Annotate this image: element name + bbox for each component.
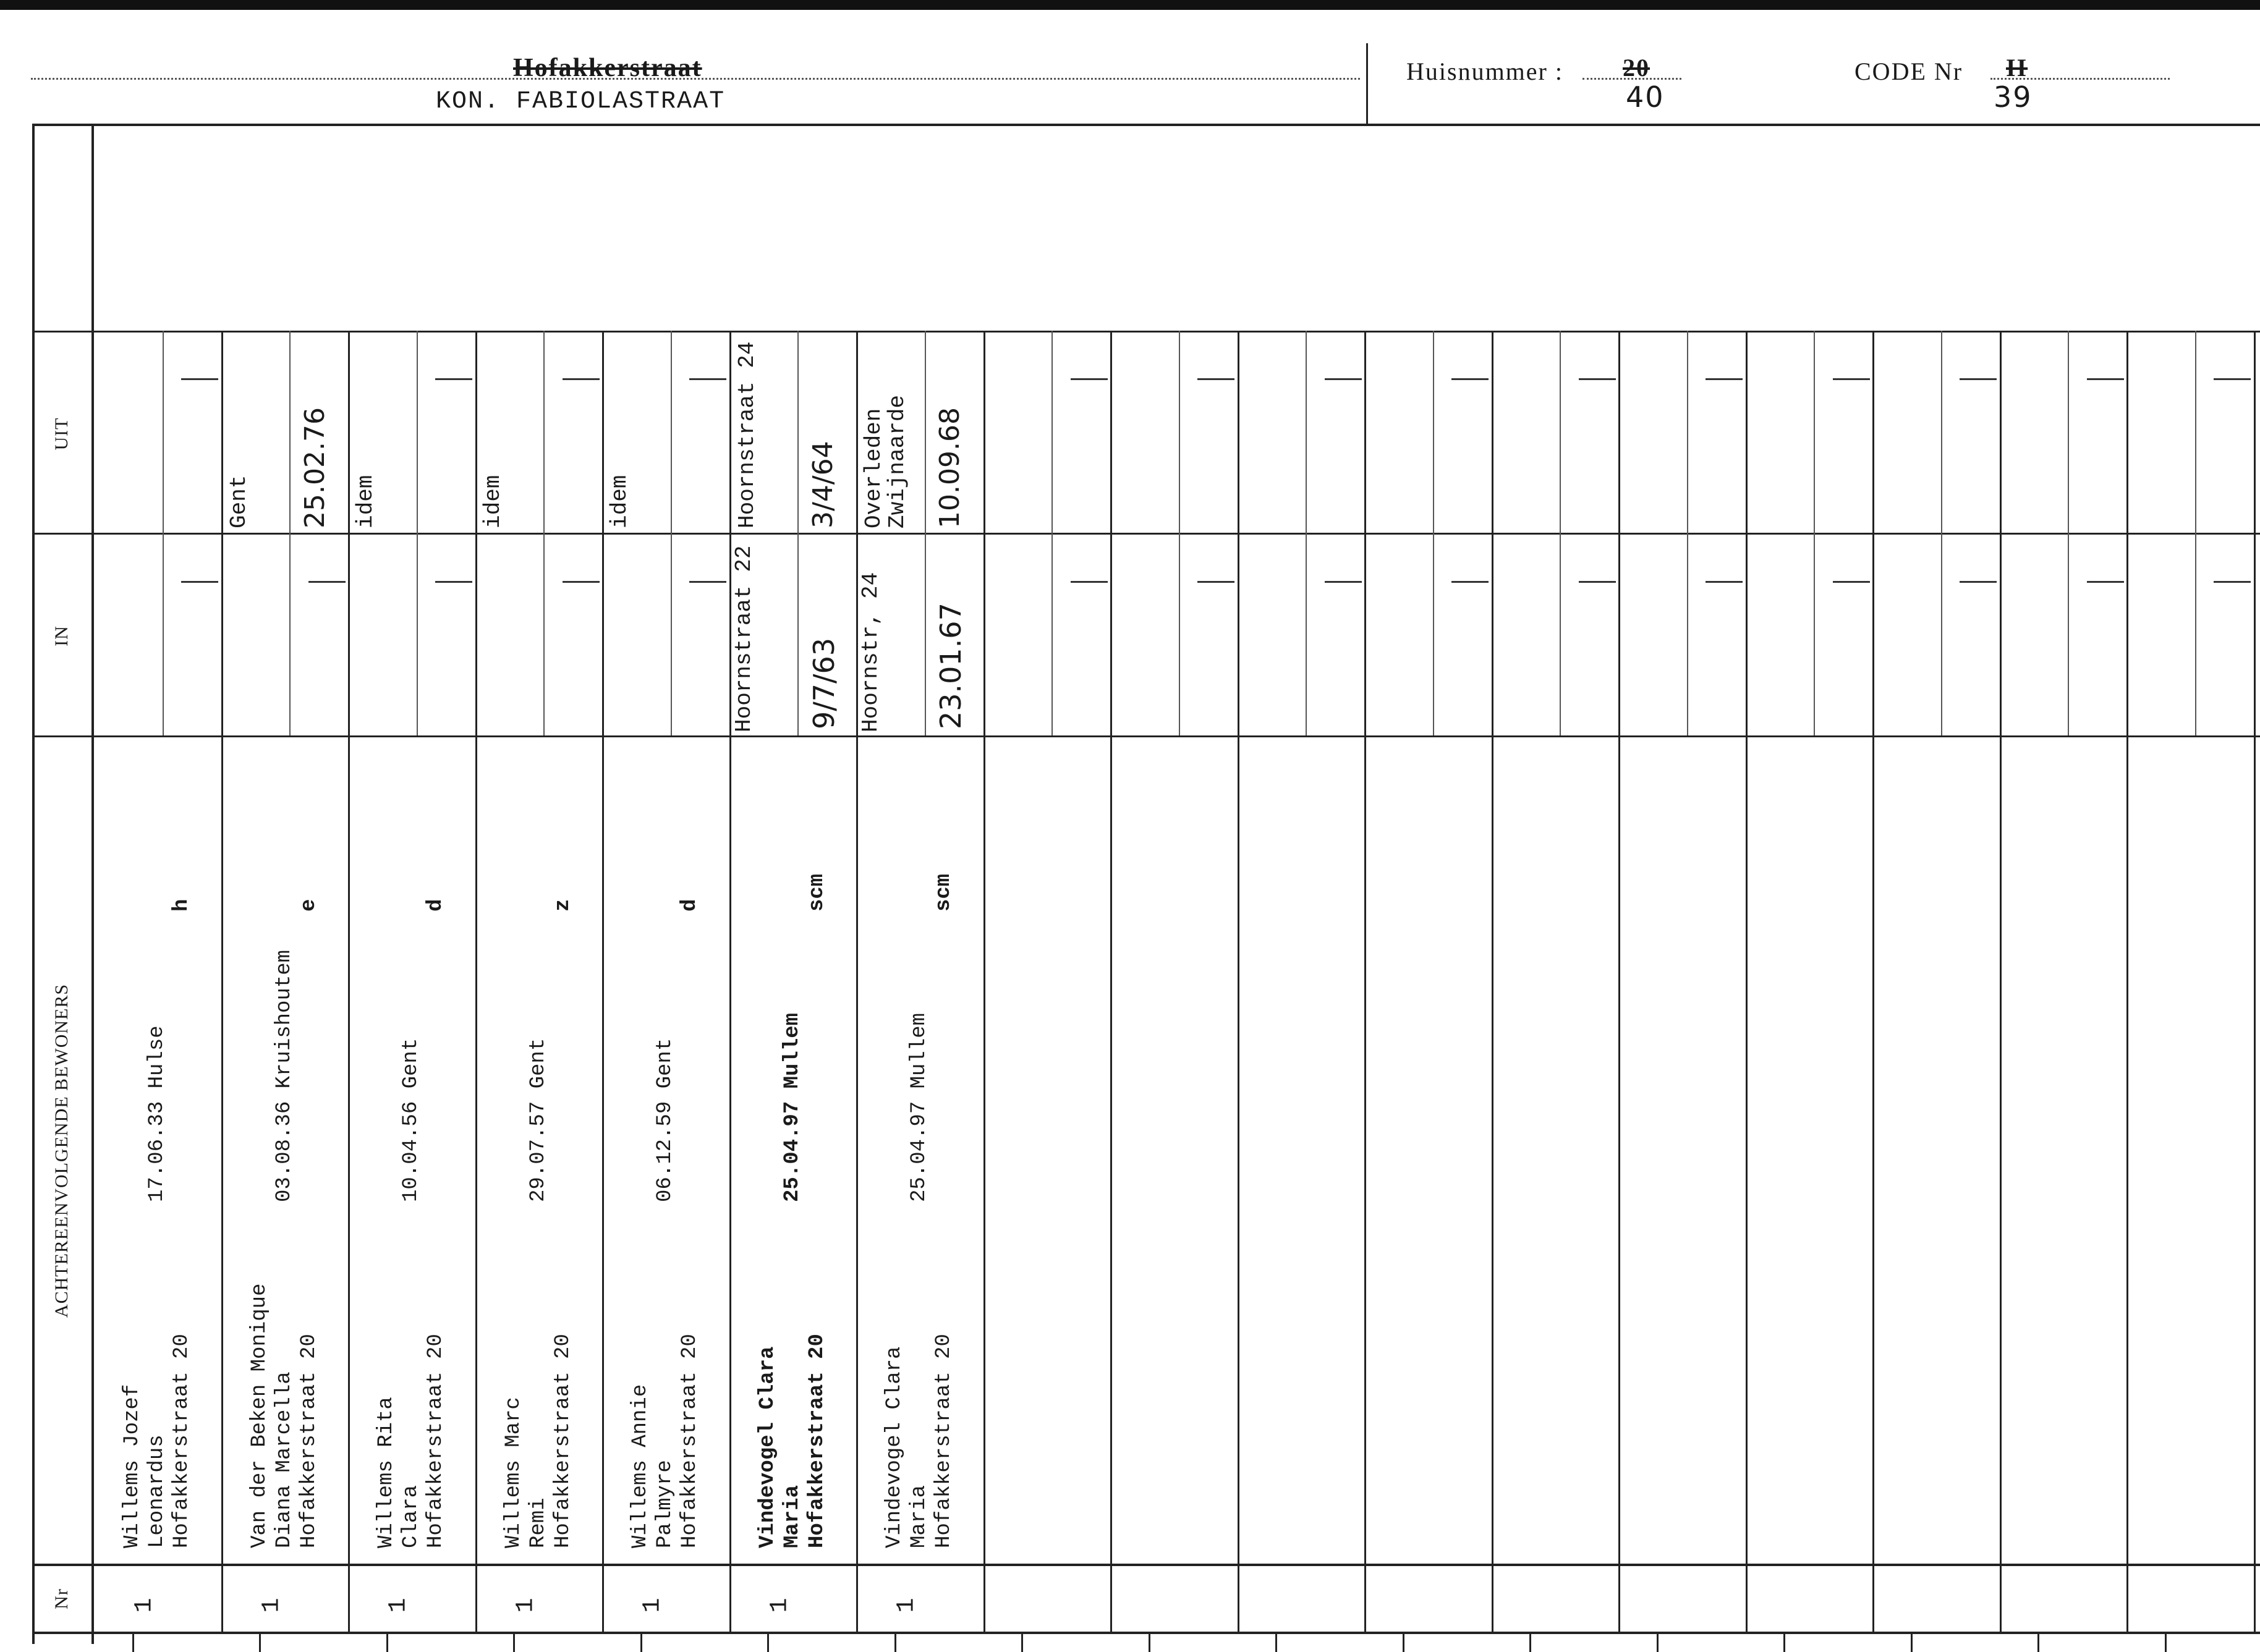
bottom-tick [2165,1632,2167,1652]
column-border [856,331,858,1632]
column-border [602,331,604,1632]
uit-date: 25.02.76 [299,407,331,528]
in-date: 9/7/63 [807,637,841,729]
in-date-dash [308,581,346,583]
bottom-tick [640,1632,642,1652]
resident-address: Hofakkerstraat 20 [170,1334,193,1548]
column-border [1364,331,1366,1632]
sub-column-border [2195,331,2196,735]
section-label-in: IN [51,625,72,646]
bottom-tick [767,1632,769,1652]
code-dotted-line [1990,78,2170,80]
sub-column-border [163,331,164,735]
uit-date: 3/4/64 [807,441,839,528]
resident-address: Hofakkerstraat 20 [424,1334,448,1548]
resident-name-line2 [653,837,678,1548]
uit-empty-dash [1706,378,1743,380]
uit-place: Overleden Zwijnaarde [861,394,910,528]
house-dotted-line [1582,78,1681,80]
column-border [475,331,477,1632]
code-new: 39 [1994,80,2033,114]
grid-bottom-line [32,1632,2260,1634]
sub-column-border [1941,331,1942,735]
in-date-dash [563,581,600,583]
resident-name: Vindevogel Clara [883,1346,906,1548]
uit-empty-dash [1197,378,1234,380]
resident-entry [120,837,194,1548]
grid-left-border [32,124,35,1644]
resident-name-line2 [780,837,805,1548]
in-empty-dash [1451,581,1489,583]
column-border [729,331,731,1632]
resident-address-line [932,837,956,1548]
uit-empty-dash [2214,378,2251,380]
sub-column-border [289,331,291,735]
resident-entry [374,837,448,1548]
entry-number: 1 [639,1598,667,1613]
resident-given-names: Maria [781,1485,804,1548]
resident-given-names: Palmyre [653,1460,677,1548]
bewoners-top-line [32,735,2260,737]
resident-birth: 25.04.97 Mullem [781,1012,804,1202]
section-label-bewoners: ACHTEREENVOLGENDE BEWONERS [51,983,72,1318]
sub-column-border [1560,331,1561,735]
resident-birth: 25.04.97 Mullem [907,1012,931,1202]
uit-date-dash [181,378,218,380]
bottom-tick [1657,1632,1659,1652]
resident-status: d [424,899,448,912]
in-empty-dash [1071,581,1108,583]
resident-name: Willems Annie [629,1384,652,1548]
resident-entry [628,837,702,1548]
uit-place: idem [607,475,632,528]
uit-date-dash [435,378,472,380]
house-number-old: 20 [1623,54,1650,82]
sub-column-border [1433,331,1434,735]
uit-place: Gent [226,475,252,528]
bottom-tick [513,1632,515,1652]
entry-number: 1 [766,1598,794,1613]
resident-address-line [169,837,194,1548]
resident-status: e [297,899,321,912]
column-border [1618,331,1620,1632]
resident-address: Hofakkerstraat 20 [551,1334,575,1548]
resident-birth: 29.07.57 Gent [527,1038,550,1202]
entry-number: 1 [893,1598,921,1613]
sub-column-border [1814,331,1815,735]
bottom-tick [1403,1632,1404,1652]
uit-date-dash [689,378,726,380]
resident-address: Hofakkerstraat 20 [805,1334,829,1548]
in-date-dash [181,581,218,583]
column-border [1492,331,1493,1632]
sub-column-border [925,331,926,735]
column-border [348,331,350,1632]
in-top-line [32,533,2260,535]
in-place: Hoornstr, 24 [858,572,883,732]
resident-address-line [805,837,830,1548]
resident-name: Willems Jozef [121,1384,144,1548]
sub-column-border [2068,331,2069,735]
resident-name-line2 [272,837,297,1548]
resident-status: d [678,899,702,912]
resident-status: scm [932,873,956,912]
bottom-tick [1529,1632,1531,1652]
uit-date-dash [563,378,600,380]
house-number-new: 40 [1626,80,1665,114]
resident-name-line2 [399,837,423,1548]
sub-column-border [797,331,799,735]
resident-status: scm [805,873,829,912]
uit-empty-dash [1451,378,1489,380]
resident-address: Hofakkerstraat 20 [297,1334,321,1548]
scan-top-edge [0,0,2260,10]
bottom-tick [1911,1632,1913,1652]
sub-column-border [417,331,418,735]
sub-column-border [1179,331,1180,735]
resident-given-names: Diana Marcella [273,1371,296,1548]
resident-entry [247,837,321,1548]
in-empty-dash [1197,581,1234,583]
entry-number: 1 [130,1598,159,1613]
in-empty-dash [1579,581,1616,583]
in-empty-dash [1706,581,1743,583]
column-border [2000,331,2002,1632]
sub-column-border [543,331,545,735]
street-new: KON. FABIOLASTRAAT [436,88,726,116]
section-label-uit: UIT [51,417,72,451]
resident-address-line [423,837,448,1548]
resident-birth: 06.12.59 Gent [653,1038,677,1202]
bottom-tick [894,1632,896,1652]
resident-given-names: Clara [399,1485,423,1548]
uit-place: idem [480,475,506,528]
label-column-border [91,124,94,1644]
resident-name-line2 [526,837,551,1548]
resident-entry [501,837,576,1548]
resident-name-line2 [145,837,169,1548]
resident-entry [755,837,830,1548]
uit-place: Hoornstraat 24 [734,341,760,528]
in-date: 23.01.67 [933,603,967,729]
entry-number: 1 [384,1598,413,1613]
nr-top-line [32,1564,2260,1566]
resident-birth: 03.08.36 Kruishoutem [273,949,296,1202]
sub-column-border [1051,331,1053,735]
entry-number: 1 [258,1598,286,1613]
resident-name: Van der Beken Monique [248,1283,271,1548]
street-old: Hofakkerstraat [513,54,702,82]
resident-name: Willems Rita [375,1397,398,1548]
in-empty-dash [1833,581,1870,583]
resident-address: Hofakkerstraat 20 [932,1334,956,1548]
uit-place: idem [353,475,378,528]
in-empty-dash [1960,581,1997,583]
uit-empty-dash [1833,378,1870,380]
resident-name-line2 [907,837,932,1548]
bottom-tick [1275,1632,1277,1652]
entry-number: 1 [512,1598,540,1613]
resident-given-names: Leonardus [145,1434,169,1548]
column-border [2254,331,2256,1632]
uit-empty-dash [1071,378,1108,380]
in-empty-dash [2214,581,2251,583]
in-date-dash [689,581,726,583]
column-border [1746,331,1748,1632]
column-border [2126,331,2128,1632]
bottom-tick [386,1632,388,1652]
uit-empty-dash [1960,378,1997,380]
column-border [1238,331,1239,1632]
sub-column-border [1687,331,1688,735]
uit-empty-dash [1325,378,1362,380]
header-divider [1366,43,1368,124]
resident-address: Hofakkerstraat 20 [678,1334,702,1548]
bottom-tick [1149,1632,1150,1652]
uit-empty-dash [2087,378,2124,380]
resident-address-line [297,837,321,1548]
code-label: CODE Nr [1854,57,1963,85]
resident-birth: 17.06.33 Hulse [145,1025,169,1202]
resident-name: Vindevogel Clara [756,1346,780,1548]
resident-name: Willems Marc [502,1397,525,1548]
resident-given-names: Maria [907,1485,931,1548]
sub-column-border [671,331,672,735]
house-number-label: Huisnummer : [1406,57,1563,85]
bottom-tick [259,1632,261,1652]
bottom-tick [132,1632,134,1652]
column-border [983,331,985,1632]
resident-status: z [551,899,575,912]
uit-date: 10.09.68 [933,407,966,528]
sub-column-border [1306,331,1307,735]
code-old: II [2006,54,2028,82]
in-empty-dash [2087,581,2124,583]
resident-birth: 10.04.56 Gent [399,1038,423,1202]
resident-status: h [170,899,193,912]
in-date-dash [435,581,472,583]
grid-top-border [32,124,2260,126]
bottom-tick [1783,1632,1785,1652]
bottom-tick [1021,1632,1023,1652]
resident-address-line [551,837,576,1548]
column-border [1110,331,1112,1632]
bottom-tick [2037,1632,2039,1652]
resident-entry [882,837,956,1548]
uit-empty-dash [1579,378,1616,380]
section-label-nr: Nr [51,1588,72,1609]
in-empty-dash [1325,581,1362,583]
resident-given-names: Remi [527,1497,550,1548]
in-place: Hoornstraat 22 [731,545,757,732]
column-border [221,331,223,1632]
resident-address-line [678,837,702,1548]
column-border [1872,331,1874,1632]
